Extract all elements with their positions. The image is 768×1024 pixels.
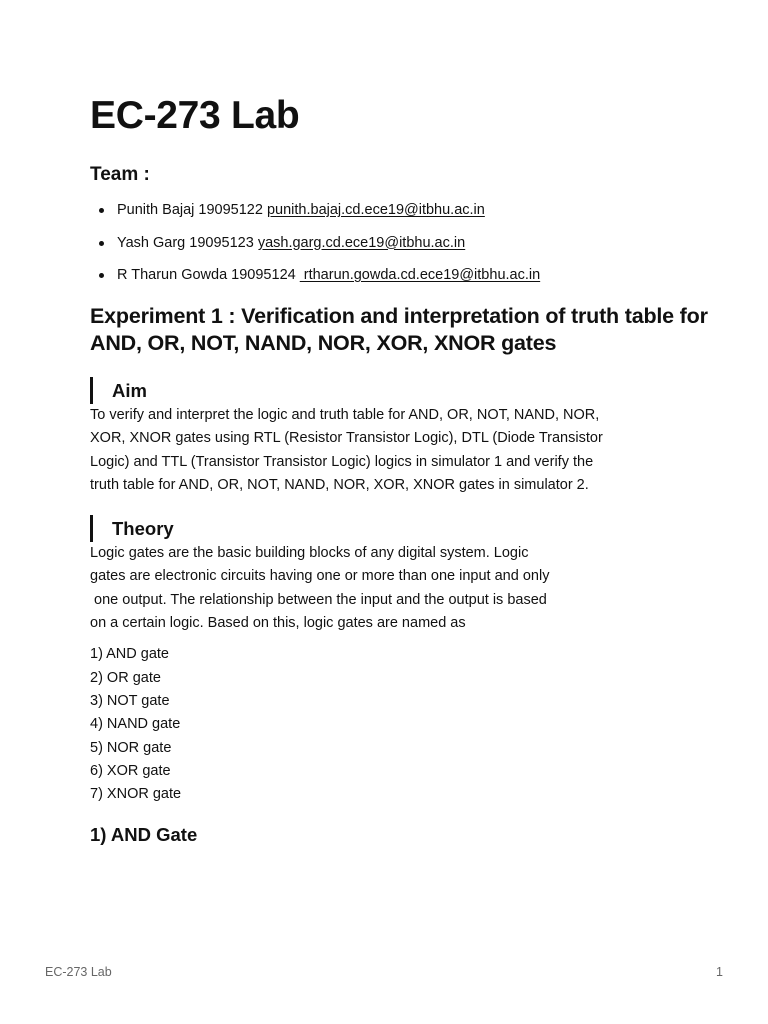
gate-list-item: 3) NOT gate [90, 692, 170, 709]
experiment-title: Experiment 1 : Verification and interpretation of truth table for AND, OR, NOT, NAND, NOR, XOR, XNOR gates [90, 304, 708, 355]
theory-line: Logic gates are the basic building blocks of any digital system. Logic [90, 545, 529, 562]
team-member [90, 233, 710, 253]
and-gate-heading: 1) AND Gate [90, 824, 198, 846]
theory-line: one output. The relationship between the input and the output is based [90, 591, 547, 608]
team-member-name: Punith Bajaj 19095122 [117, 202, 267, 218]
team-member [90, 200, 710, 220]
team-member [90, 265, 710, 285]
team-heading: Team : [90, 164, 150, 185]
gate-list [90, 643, 710, 806]
gate-list-item: 4) NAND gate [90, 716, 181, 733]
theory-heading: Theory [90, 515, 710, 542]
bullet-icon [99, 208, 104, 213]
page-number: 1 [716, 965, 723, 979]
team-list [90, 200, 710, 285]
theory-line: gates are electronic circuits having one or more than one input and only [90, 568, 550, 585]
team-member-email-link[interactable]: punith.bajaj.cd.ece19@itbhu.ac.in [266, 202, 485, 218]
footer-title: EC-273 Lab [45, 965, 112, 979]
aim-heading: Aim [90, 377, 710, 404]
team-member-email-link[interactable]: yash.garg.cd.ece19@itbhu.ac.in [257, 234, 466, 251]
gate-list-item: 5) NOR gate [90, 739, 172, 756]
aim-line: XOR, XNOR gates using RTL (Resistor Transistor Logic), DTL (Diode Transistor [90, 430, 603, 447]
theory-paragraph [90, 542, 710, 635]
gate-list-item: 1) AND gate [90, 646, 169, 663]
bullet-icon [99, 241, 104, 246]
aim-paragraph [90, 404, 710, 497]
team-member-email-link[interactable]: rtharun.gowda.cd.ece19@itbhu.ac.in [299, 267, 541, 283]
gate-list-item: 7) XNOR gate [90, 786, 182, 803]
document-title: EC-273 Lab [90, 94, 300, 137]
gate-list-item: 2) OR gate [90, 669, 161, 686]
team-member-name: Yash Garg 19095123 [117, 234, 258, 251]
gate-list-item: 6) XOR gate [90, 762, 171, 779]
theory-line: on a certain logic. Based on this, logic gates are named as [90, 615, 466, 632]
page-footer [45, 965, 723, 983]
aim-line: truth table for AND, OR, NOT, NAND, NOR, XOR, XNOR gates in simulator 2. [90, 476, 589, 493]
document-page [90, 90, 710, 848]
aim-line: To verify and interpret the logic and truth table for AND, OR, NOT, NAND, NOR, [90, 407, 600, 423]
team-member-name: R Tharun Gowda 19095124 [117, 267, 300, 283]
aim-line: Logic) and TTL (Transistor Transistor Logic) logics in simulator 1 and verify the [90, 453, 594, 470]
bullet-icon [99, 273, 104, 278]
